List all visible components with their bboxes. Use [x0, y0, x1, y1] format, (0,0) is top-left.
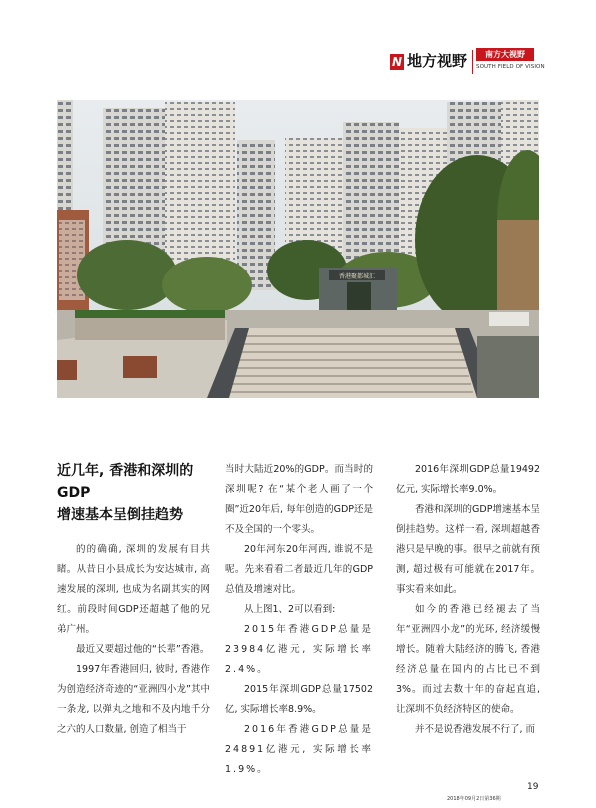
column-tag: 南方大视野 — [476, 48, 534, 61]
paragraph: 当时大陆近20%的GDP。而当时的深圳呢? 在“某个老人画了一个圈”近20年后, 每年创造的GDP还是不及全国的一个零头。 — [225, 464, 373, 535]
paragraph: 2015年深圳GDP总量17502亿, 实际增长率8.9%。 — [225, 684, 373, 715]
paragraph: 并不是说香港发展不行了, 而 — [415, 724, 536, 735]
section-title: 地方视野 — [407, 52, 468, 70]
paragraph: 1997年香港回归, 彼时, 香港作为创造经济奇迹的“亚洲四小龙”其中一条龙, 以弹丸之地和不及内地千分之六的人口数量, 创造了相当于 — [57, 664, 210, 735]
header-divider — [472, 50, 473, 74]
article-column-1 — [57, 460, 210, 740]
paragraph: 2016年深圳GDP总量19492亿元, 实际增长率9.0%。 — [396, 464, 540, 495]
issue-date: 2018年09月2日第36期 — [447, 796, 501, 802]
page-number: 19 — [527, 782, 539, 792]
headline-line-2: 增速基本呈倒挂趋势 — [57, 507, 183, 523]
section-header — [390, 48, 545, 78]
article-headline — [57, 460, 210, 526]
paragraph: 最近又要超过他的“长辈”香港。 — [76, 644, 210, 655]
article-column-3 — [396, 460, 540, 740]
gate-sign-text: 香港聚都城汇 — [338, 273, 376, 280]
paragraph: 的的确确, 深圳的发展有目共睹。从昔日小县成长为安达城市, 高速发展的深圳, 也成为名副其实的网红。前段时间GDP还超越了他的兄弟广州。 — [57, 544, 210, 635]
paragraph: 20年河东20年河西, 谁说不是呢。先来看看二者最近几年的GDP总值及增速对比。 — [225, 544, 373, 595]
paragraph: 如今的香港已经褪去了当年“亚洲四小龙”的光环, 经济缓慢增长。随着大陆经济的腾飞, 香港经济总量在国内的占比已不到3%。而过去数十年的奋起直追, 让深圳不负经济特区的使命。 — [396, 604, 540, 715]
column-english-name: SOUTH FIELD OF VISION — [476, 64, 545, 70]
brand-logo: N — [391, 55, 403, 69]
article-column-2 — [225, 460, 373, 780]
headline-line-1: 近几年, 香港和深圳的GDP — [57, 463, 194, 501]
paragraph: 香港和深圳的GDP增速基本呈倒挂趋势。这样一看, 深圳超越香港只是早晚的事。很早之前就有预测, 超过极有可能就在2017年。事实看来如此。 — [396, 504, 540, 595]
housing-estate-photo — [57, 100, 539, 398]
paragraph: 2015年香港GDP总量是23984亿港元, 实际增长率2.4%。 — [225, 624, 373, 675]
paragraph: 2016年香港GDP总量是24891亿港元, 实际增长率1.9%。 — [225, 724, 373, 775]
paragraph: 从上图1、2可以看到: — [244, 604, 336, 615]
